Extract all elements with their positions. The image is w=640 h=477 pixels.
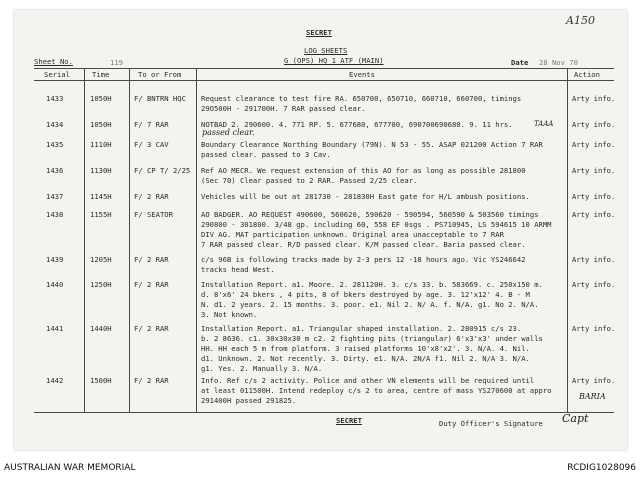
row-action: Arty info. xyxy=(572,255,616,264)
handwritten-note: BARIA xyxy=(579,392,606,401)
row-action: Arty info. xyxy=(572,192,616,201)
sheet-number-label: Sheet No. xyxy=(34,57,73,66)
row-action: Arty info. xyxy=(572,120,616,129)
row-time: 1500H xyxy=(90,376,112,385)
row-to-from: F/ CP T/ 2/25 xyxy=(134,166,191,175)
row-events: Ref AO MECR. We request extension of this AO for as long as possible 281800 (Sec 70) Clear passed to 2 RAR. Passed 2/25 clear. xyxy=(201,166,526,185)
row-events: Installation Report. a1. Triangular shaped installation. 2. 280915 c/s 23. b. 2 8636. c1. 30x30x30 m c2. 2 fighting pits (triangular) 6'x3'x3' under walls HH. HH each 5 m from platform. 3 raised platforms 10'x8'x2'. 3. N/A. 4. Nil. d1. Unknown. 2. Not recently. 3. Dirty. e1. N/A. 2N/A f1. Nil 2. N/A 3. N/A. g1. Yes. 2. Manually 3. N/A. xyxy=(201,324,543,373)
row-to-from: F/ 2 RAR xyxy=(134,280,169,289)
row-time: 1145H xyxy=(90,192,112,201)
row-action: Arty info. xyxy=(572,280,616,289)
row-to-from: F/ SEATOR xyxy=(134,210,173,219)
col-header-action: Action xyxy=(574,70,600,79)
archive-reference: RCDIG1028096 xyxy=(567,463,636,473)
row-events: Installation Report. a1. Moore. 2. 281120H. 3. c/s 33. b. 583669. c. 250x150 m. d. 8'x6' 24 bkers , 4 pits, 8 of bkers destroyed by age. 3. 12'x12' 4. B - M N. d1. 2 years. 2. 15 months. 3. poor. e1. Nil 2. N/ A. f. N/A. g1. No 2. N/A. 3. Not known. xyxy=(201,280,543,319)
duty-officer-label: Duty Officer's Signature xyxy=(439,419,543,428)
sheet-number-value: 119 xyxy=(110,58,123,67)
row-serial: 1435 xyxy=(46,140,64,149)
row-time: 1110H xyxy=(90,140,112,149)
row-action: Arty info. xyxy=(572,210,616,219)
row-action: Arty info. xyxy=(572,94,616,103)
row-events: Info. Ref c/s 2 activity. Police and other VN elements will be required until at least 011500H. Intend redeploy c/s 2 to area, centre of mass YS270600 at appro 291400H passed 291825. xyxy=(201,376,552,405)
row-serial: 1436 xyxy=(46,166,64,175)
row-action: Arty info. xyxy=(572,140,616,149)
row-serial: 1434 xyxy=(46,120,64,129)
row-serial: 1440 xyxy=(46,280,64,289)
duty-officer-signature: Capt xyxy=(562,412,589,425)
row-serial: 1439 xyxy=(46,255,64,264)
row-time: 1440H xyxy=(90,324,112,333)
classification-bottom: SECRET xyxy=(336,416,362,425)
stamp-number: A150 xyxy=(566,14,595,27)
row-time: 1155H xyxy=(90,210,112,219)
row-to-from: F/ 2 RAR xyxy=(134,324,169,333)
log-sheet xyxy=(14,10,627,450)
row-time: 1250H xyxy=(90,280,112,289)
handwritten-note: TAAA xyxy=(534,120,554,128)
date-value: 28 Nov 70 xyxy=(539,58,578,67)
row-to-from: F/ BNTRN HQC xyxy=(134,94,186,103)
row-action: Arty info. xyxy=(572,376,616,385)
archive-footer xyxy=(0,455,640,477)
row-events: c/s 96B is following tracks made by 2-3 pers 12 -18 hours ago. Vic YS246642 tracks head West. xyxy=(201,255,526,274)
row-events: NOTBAD 2. 290600. 4. 771 RP. 5. 677680, 677700, 690700690680. 9. 11 hrs. xyxy=(201,120,513,129)
row-to-from: F/ 2 RAR xyxy=(134,255,169,264)
row-events: AO BADGER. AO REQUEST 490600, 560620, 590620 - 590594, 560590 & 503560 timings 290800 - 301800. 3/48 gp. including 60, 558 EF 0sgs . PS710945, LS 594615 10 ARMM DIV AG. MAT participation unknown. Original area unacceptable to 7 RAR 7 RAR passed clear. R/D passed clear. K/M passed clear. Baria passed clear. xyxy=(201,210,552,249)
col-header-serial: Serial xyxy=(44,70,70,79)
document-title: LOG SHEETS xyxy=(304,46,348,55)
row-serial: 1441 xyxy=(46,324,64,333)
row-events: Vehicles will be out at 281730 - 281830H East gate for H/L ambush positions. xyxy=(201,192,530,201)
col-header-events: Events xyxy=(349,70,375,79)
date-label: Date xyxy=(511,58,529,67)
row-action: Arty info. xyxy=(572,324,616,333)
col-header-to-from: To or From xyxy=(138,70,182,79)
row-serial: 1433 xyxy=(46,94,64,103)
col-header-time: Time xyxy=(92,70,110,79)
row-time: 1050H xyxy=(90,94,112,103)
document-subtitle: G (OPS) HQ 1 ATF (MAIN) xyxy=(284,56,384,65)
row-serial: 1438 xyxy=(46,210,64,219)
row-to-from: F/ 3 CAV xyxy=(134,140,169,149)
row-to-from: F/ 7 RAR xyxy=(134,120,169,129)
row-time: 1050H xyxy=(90,120,112,129)
row-action: Arty info. xyxy=(572,166,616,175)
row-serial: 1442 xyxy=(46,376,64,385)
archive-name: AUSTRALIAN WAR MEMORIAL xyxy=(4,463,136,473)
row-time: 1130H xyxy=(90,166,112,175)
handwritten-note: passed clear. xyxy=(202,128,255,137)
row-to-from: F/ 2 RAR xyxy=(134,192,169,201)
row-to-from: F/ 2 RAR xyxy=(134,376,169,385)
row-events: Request clearance to test fire RA. 650700, 650710, 660710, 660700, timings 29O500H - 291700H. 7 RAR passed clear. xyxy=(201,94,522,113)
row-serial: 1437 xyxy=(46,192,64,201)
row-time: 1205H xyxy=(90,255,112,264)
row-events: Boundary Clearance Northing Boundary (79N). N 53 - 55. ASAP 021200 Action 7 RAR passed clear. passed to 3 Cav. xyxy=(201,140,543,159)
classification-top: SECRET xyxy=(306,28,332,37)
